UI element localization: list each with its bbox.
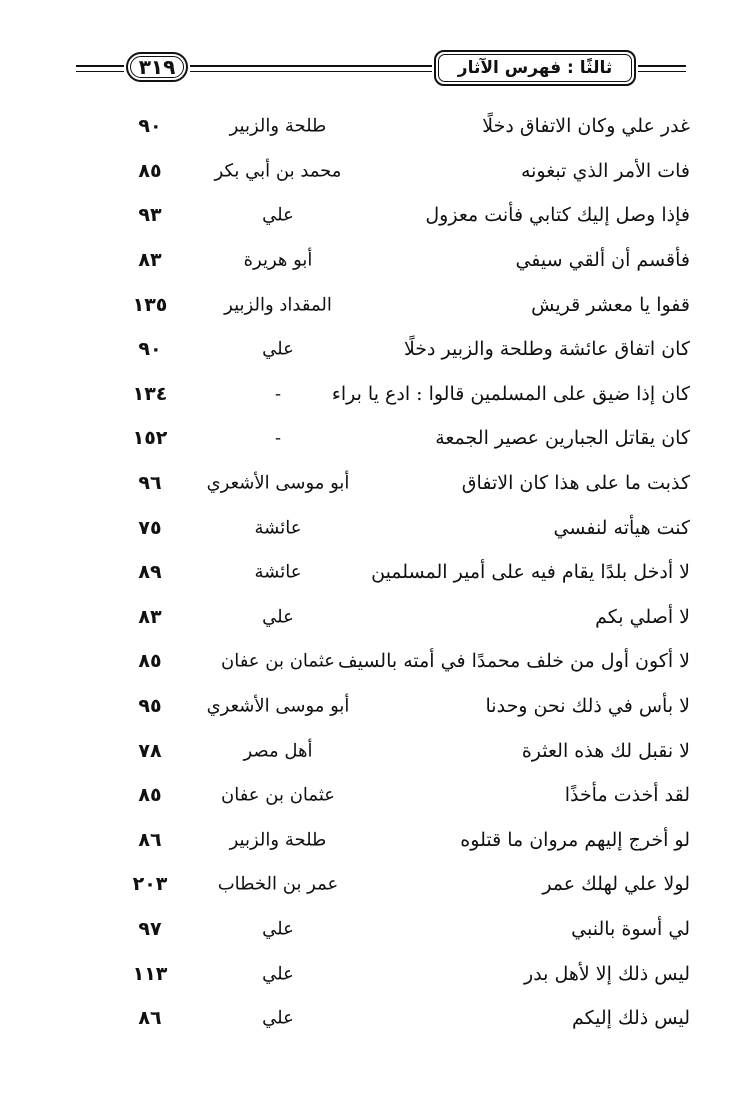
index-row <box>0 684 750 729</box>
athar-page-number: ٩٠ <box>138 115 162 138</box>
athar-text: لا أدخل بلدًا يقام فيه على أمير المسلمين <box>371 561 690 584</box>
athar-narrator: عائشة <box>254 561 302 583</box>
athar-narrator: طلحة والزبير <box>229 829 327 851</box>
athar-text: كان يقاتل الجبارين عصير الجمعة <box>435 427 690 450</box>
header-rule-middle <box>190 65 432 67</box>
index-row <box>0 193 750 238</box>
header-rule-right <box>638 65 686 67</box>
index-row <box>0 951 750 996</box>
athar-page-number: ١٣٥ <box>132 293 168 316</box>
athar-page-number: ١٣٤ <box>132 382 168 405</box>
index-row <box>0 907 750 952</box>
header-rule-middle-thin <box>190 71 432 72</box>
index-row <box>0 773 750 818</box>
athar-text: لا بأس في ذلك نحن وحدنا <box>485 695 690 718</box>
athar-narrator: عثمان بن عفان <box>221 784 335 806</box>
index-row <box>0 416 750 461</box>
athar-page-number: ٨٥ <box>138 784 162 807</box>
athar-text: كان اتفاق عائشة وطلحة والزبير دخلًا <box>403 338 690 361</box>
index-row <box>0 238 750 283</box>
athar-narrator: - <box>274 383 282 405</box>
index-row <box>0 818 750 863</box>
index-row <box>0 461 750 506</box>
athar-page-number: ٩٣ <box>138 204 162 227</box>
athar-page-number: ٧٥ <box>138 516 162 539</box>
athar-narrator: عمر بن الخطاب <box>217 873 339 895</box>
athar-narrator: علي <box>262 204 294 226</box>
athar-narrator: علي <box>262 963 294 985</box>
athar-page-number: ١٥٢ <box>132 427 168 450</box>
index-row <box>0 728 750 773</box>
athar-page-number: ٩٦ <box>138 472 162 495</box>
athar-narrator: علي <box>262 606 294 628</box>
index-row <box>0 862 750 907</box>
header-rule-left <box>76 65 124 67</box>
athar-page-number: ٩٧ <box>138 917 162 940</box>
athar-page-number: ٨٥ <box>138 650 162 673</box>
athar-narrator: علي <box>262 1007 294 1029</box>
index-row <box>0 505 750 550</box>
athar-page-number: ١١٣ <box>132 962 168 985</box>
athar-narrator: أبو موسى الأشعري <box>206 472 350 494</box>
athar-index-list <box>0 104 750 1040</box>
athar-narrator: أبو موسى الأشعري <box>206 695 350 717</box>
athar-text: كنت هيأته لنفسي <box>553 516 690 539</box>
index-row <box>0 550 750 595</box>
athar-narrator: محمد بن أبي بكر <box>214 160 342 182</box>
page-header <box>0 0 750 100</box>
athar-page-number: ٨٩ <box>138 561 162 584</box>
athar-text: فأقسم أن ألقي سيفي <box>515 249 690 272</box>
athar-text: كان إذا ضيق على المسلمين قالوا : ادع يا براء <box>331 382 690 405</box>
athar-page-number: ٩٠ <box>138 338 162 361</box>
athar-text: لا أصلي بكم <box>595 605 690 628</box>
athar-narrator: طلحة والزبير <box>229 115 327 137</box>
index-row <box>0 327 750 372</box>
athar-text: ليس ذلك إليكم <box>571 1007 690 1030</box>
athar-text: ليس ذلك إلا لأهل بدر <box>524 962 690 985</box>
athar-narrator: المقداد والزبير <box>224 294 332 316</box>
athar-text: فإذا وصل إليك كتابي فأنت معزول <box>425 204 690 227</box>
index-row <box>0 996 750 1041</box>
athar-page-number: ٨٣ <box>138 249 162 272</box>
athar-page-number: ٨٦ <box>138 828 162 851</box>
header-rule-right-thin <box>638 71 686 72</box>
athar-text: لولا علي لهلك عمر <box>542 873 690 896</box>
header-rule-left-thin <box>76 71 124 72</box>
index-row <box>0 595 750 640</box>
athar-text: لقد أخذت مأخذًا <box>564 784 690 807</box>
athar-narrator: علي <box>262 918 294 940</box>
athar-text: لي أسوة بالنبي <box>571 917 690 940</box>
athar-page-number: ٧٨ <box>138 739 162 762</box>
athar-narrator: أبو هريرة <box>243 249 313 271</box>
section-title: ثالثًا : فهرس الآثار <box>434 50 636 86</box>
index-row <box>0 639 750 684</box>
athar-page-number: ٨٥ <box>138 159 162 182</box>
index-row <box>0 149 750 194</box>
athar-text: لو أخرج إليهم مروان ما قتلوه <box>460 828 690 851</box>
athar-text: قفوا يا معشر قريش <box>531 293 690 316</box>
athar-narrator: - <box>274 427 282 449</box>
athar-text: لا نقبل لك هذه العثرة <box>521 739 690 762</box>
athar-text: لا أكون أول من خلف محمدًا في أمته بالسيف <box>337 650 690 673</box>
page-number: ٣١٩ <box>126 52 188 82</box>
athar-text: غدر علي وكان الاتفاق دخلًا <box>482 115 690 138</box>
athar-narrator: عائشة <box>254 517 302 539</box>
athar-page-number: ٢٠٣ <box>132 873 168 896</box>
athar-text: فات الأمر الذي تبغونه <box>520 159 690 182</box>
athar-narrator: أهل مصر <box>243 740 313 762</box>
athar-page-number: ٩٥ <box>138 695 162 718</box>
athar-page-number: ٨٦ <box>138 1007 162 1030</box>
athar-narrator: علي <box>262 338 294 360</box>
index-row <box>0 104 750 149</box>
index-row <box>0 372 750 417</box>
index-row <box>0 282 750 327</box>
athar-narrator: عثمان بن عفان <box>221 650 335 672</box>
athar-text: كذبت ما على هذا كان الاتفاق <box>461 472 690 495</box>
athar-page-number: ٨٣ <box>138 605 162 628</box>
